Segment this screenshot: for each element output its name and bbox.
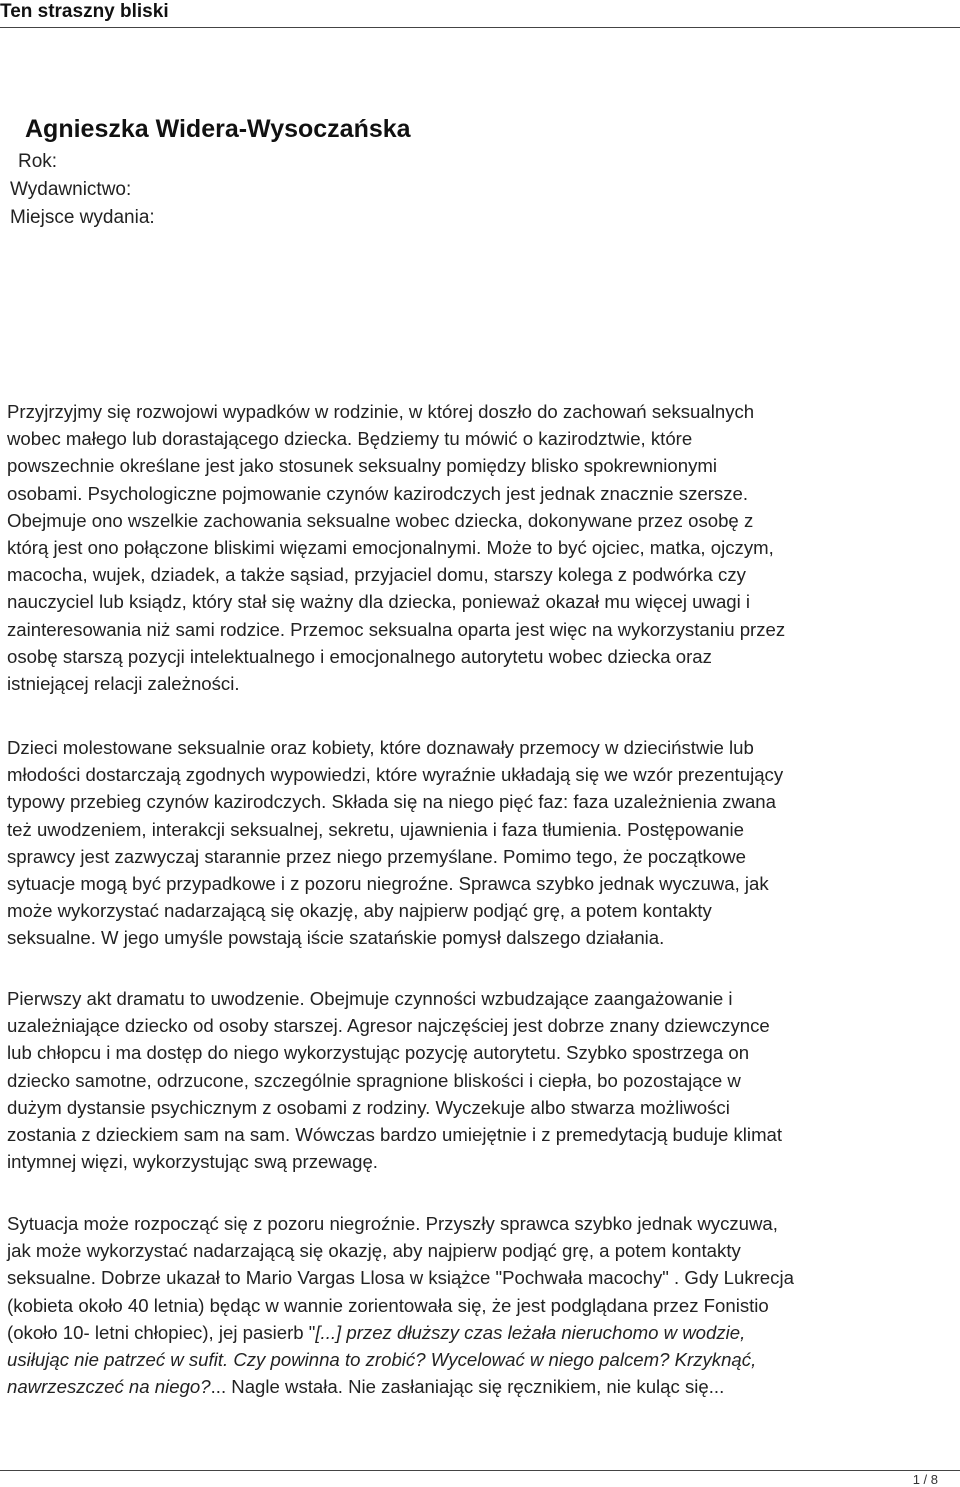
quote-segment: [...] przez dłuższy czas leżała nieruchomo w wodzie,: [315, 1321, 746, 1343]
text-line: sytuacje mogą być przypadkowe i z pozoru niegroźne. Sprawca szybko jednak wyczuwa, jak: [7, 873, 769, 895]
text-line: powszechnie określane jest jako stosunek seksualny pomiędzy blisko spokrewnionymi: [7, 455, 718, 477]
footer-divider: [0, 1470, 960, 1471]
text-line: osobę starszą pozycji intelektualnego i emocjonalnego autorytetu wobec dziecka oraz: [7, 645, 712, 667]
page-number: 1 / 8: [912, 1472, 938, 1487]
text-line: też uwodzeniem, interakcji seksualnej, sekretu, ujawnienia i faza tłumienia. Postępowanie: [7, 818, 744, 840]
text-line: może wykorzystać nadarzającą się okazję, aby najpierw podjąć grę, a potem kontakty: [7, 900, 712, 922]
paragraph-1: [7, 398, 957, 697]
author-name: Agnieszka Widera-Wysoczańska: [25, 115, 411, 143]
text-line: zostania z dzieckiem sam na sam. Wówczas bardzo umiejętnie i z premedytacją buduje klimat: [7, 1124, 783, 1146]
text-line: wobec małego lub dorastającego dziecka. Będziemy tu mówić o kazirodztwie, które: [7, 428, 693, 450]
text-line: dziecko samotne, odrzucone, szczególnie spragnione bliskości i ciepła, bo pozostające w: [7, 1069, 741, 1091]
text-line: młodości dostarczają zgodnych wypowiedzi, które wyraźnie układają się we wzór prezentujący: [7, 764, 784, 786]
text-line: sprawcy jest zazwyczaj starannie przez niego przemyślane. Pomimo tego, że początkowe: [7, 845, 746, 867]
paragraph-3: [7, 985, 957, 1175]
text-line: (kobieta około 40 letnia) będąc w wannie zorientowała się, że jest podglądana przez Fonistio: [7, 1294, 769, 1316]
text-line: Przyjrzyjmy się rozwojowi wypadków w rodzinie, w której doszło do zachowań seksualnych: [7, 401, 755, 422]
text-line: Dzieci molestowane seksualnie oraz kobiety, które doznawały przemocy w dzieciństwie lub: [7, 737, 754, 758]
text-line: seksualne. W jego umyśle powstają iście szatańskie pomysł dalszego działania.: [7, 927, 665, 949]
publisher-label: Wydawnictwo:: [10, 179, 132, 200]
text-line: jak może wykorzystać nadarzającą się okazję, aby najpierw podjąć grę, a potem kontakty: [7, 1240, 741, 1262]
text-segment: ... Nagle wstała. Nie zasłaniając się ręcznikiem, nie kuląc się...: [210, 1376, 725, 1398]
text-segment: (około 10- letni chłopiec), jej pasierb ": [7, 1321, 316, 1343]
text-line: osobami. Psychologiczne pojmowanie czynów kazirodczych jest jednak znacznie szersze.: [7, 482, 748, 504]
place-label: Miejsce wydania:: [10, 207, 155, 228]
text-line: lub chłopcu i ma dostęp do niego wykorzystując pozycję autorytetu. Szybko spostrzega on: [7, 1042, 750, 1064]
text-line: uzależniające dziecko od osoby starszej. Agresor najczęściej jest dobrze znany dziewczynce: [7, 1015, 770, 1037]
year-label: Rok:: [18, 151, 58, 172]
text-line: seksualne. Dobrze ukazał to Mario Vargas Llosa w książce "Pochwała macochy" . Gdy Lukrecja: [7, 1267, 794, 1289]
text-line: istniejącej relacji zależności.: [7, 673, 240, 695]
text-line: nauczyciel lub ksiądz, który stał się ważny dla dziecka, ponieważ okazał mu więcej uwagi i: [7, 591, 751, 613]
text-line: intymnej więzi, wykorzystując swą przewagę.: [7, 1151, 378, 1173]
text-line-mixed: [7, 1373, 957, 1400]
quote-line: usiłując nie patrzeć w sufit. Czy powinna to zrobić? Wycelować w niego palcem? Krzyknąć,: [7, 1349, 757, 1371]
running-title: Ten straszny bliski: [0, 1, 169, 22]
text-line: Sytuacja może rozpocząć się z pozoru niegroźnie. Przyszły sprawca szybko jednak wyczuwa,: [7, 1213, 778, 1234]
text-line: którą jest ono połączone bliskimi więzami emocjonalnymi. Może to być ojciec, matka, ojczym,: [7, 537, 774, 559]
text-line: macocha, wujek, dziadek, a także sąsiad, przyjaciel domu, starszy kolega z podwórka czy: [7, 564, 746, 586]
header-divider: [0, 27, 960, 28]
quote-segment: nawrzeszczeć na niego?: [7, 1376, 211, 1398]
paragraph-2: [7, 734, 957, 952]
text-line: Obejmuje ono wszelkie zachowania seksualne wobec dziecka, dokonywane przez osobę z: [7, 509, 754, 531]
text-line: zainteresowania niż sami rodzice. Przemoc seksualna oparta jest więc na wykorzystaniu przez: [7, 618, 786, 640]
text-line: dużym dystansie psychicznym z osobami z rodziny. Wyczekuje albo stwarza możliwości: [7, 1096, 730, 1118]
text-line: typowy przebieg czynów kazirodczych. Składa się na niego pięć faz: faza uzależnienia zwana: [7, 791, 776, 813]
text-line: Pierwszy akt dramatu to uwodzenie. Obejmuje czynności wzbudzające zaangażowanie i: [7, 988, 733, 1009]
text-line-mixed: [7, 1319, 957, 1346]
paragraph-4: [7, 1210, 957, 1400]
